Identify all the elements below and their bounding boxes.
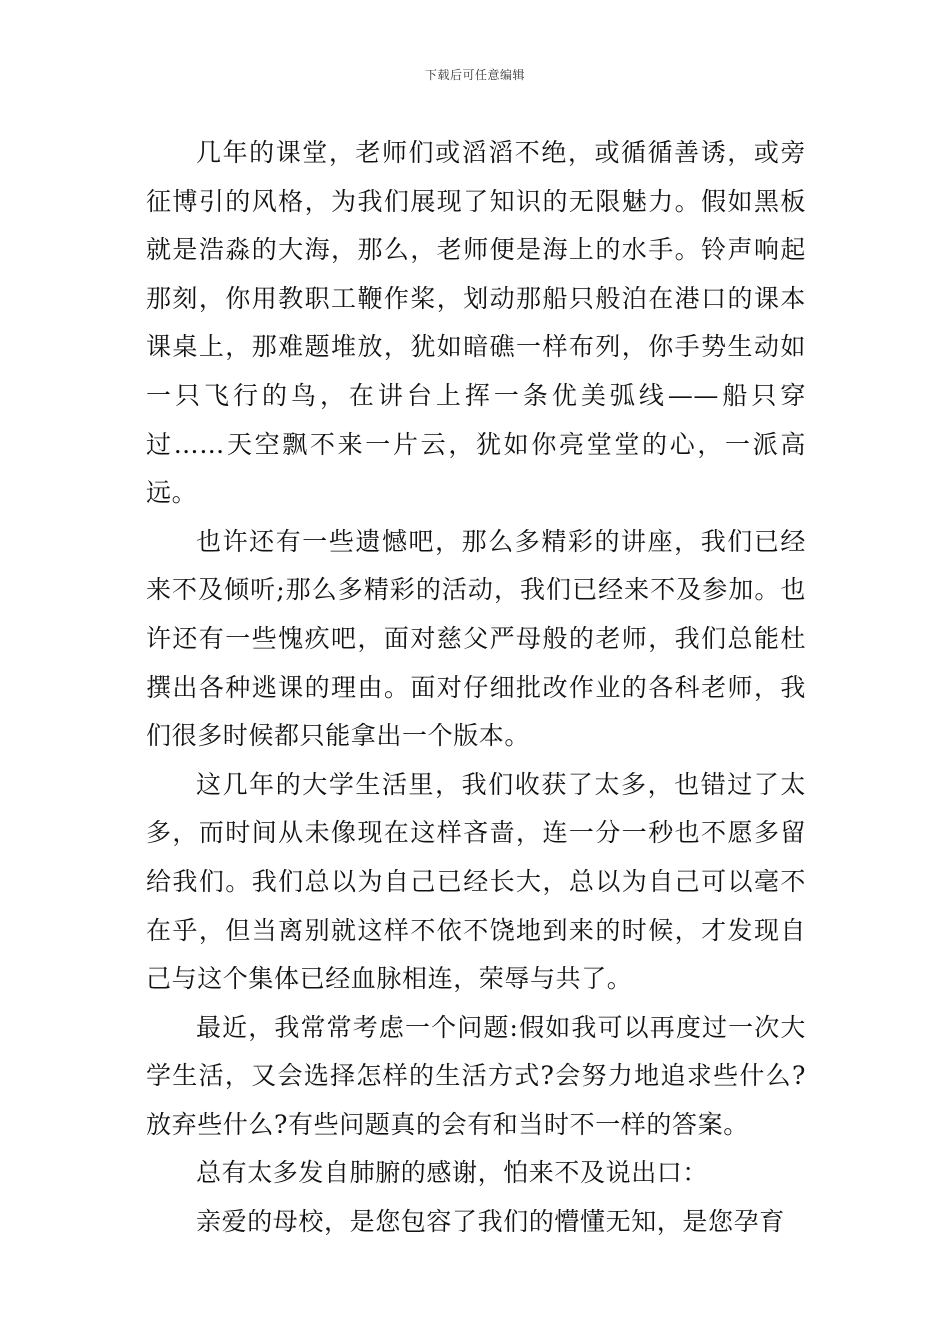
paragraph-3: 这几年的大学生活里，我们收获了太多，也错过了太多，而时间从未像现在这样吝啬，连一分一秒也不愿多留给我们。我们总以为自己已经长大，总以为自己可以毫不在乎，但当离别就这样不依不饶地到来的时候，才发现自己与这个集体已经血脉相连，荣辱与共了。 <box>146 769 806 994</box>
article-body <box>146 129 806 1247</box>
paragraph-2: 也许还有一些遗憾吧，那么多精彩的讲座，我们已经来不及倾听;那么多精彩的活动，我们已经来不及参加。也许还有一些愧疚吧，面对慈父严母般的老师，我们总能杜撰出各种逃课的理由。面对仔细批改作业的各科老师，我们很多时候都只能拿出一个版本。 <box>146 526 806 751</box>
header-note: 下载后可任意编辑 <box>424 68 525 82</box>
paragraph-1: 几年的课堂，老师们或滔滔不绝，或循循善诱，或旁征博引的风格，为我们展现了知识的无限魅力。假如黑板就是浩淼的大海，那么，老师便是海上的水手。铃声响起那刻，你用教职工鞭作桨，划动那船只般泊在港口的课本课桌上，那难题堆放，犹如暗礁一样布列，你手势生动如一只飞行的鸟，在讲台上挥一条优美弧线——船只穿过……天空飘不来一片云，犹如你亮堂堂的心，一派高远。 <box>146 138 806 508</box>
paragraph-6: 亲爱的母校，是您包容了我们的懵懂无知，是您孕育 <box>196 1207 785 1237</box>
paragraph-5: 总有太多发自肺腑的感谢，怕来不及说出口： <box>196 1158 709 1188</box>
paragraph-4: 最近，我常常考虑一个问题:假如我可以再度过一次大学生活，又会选择怎样的生活方式?会努力地追求些什么?放弃些什么?有些问题真的会有和当时不一样的答案。 <box>146 1012 806 1139</box>
